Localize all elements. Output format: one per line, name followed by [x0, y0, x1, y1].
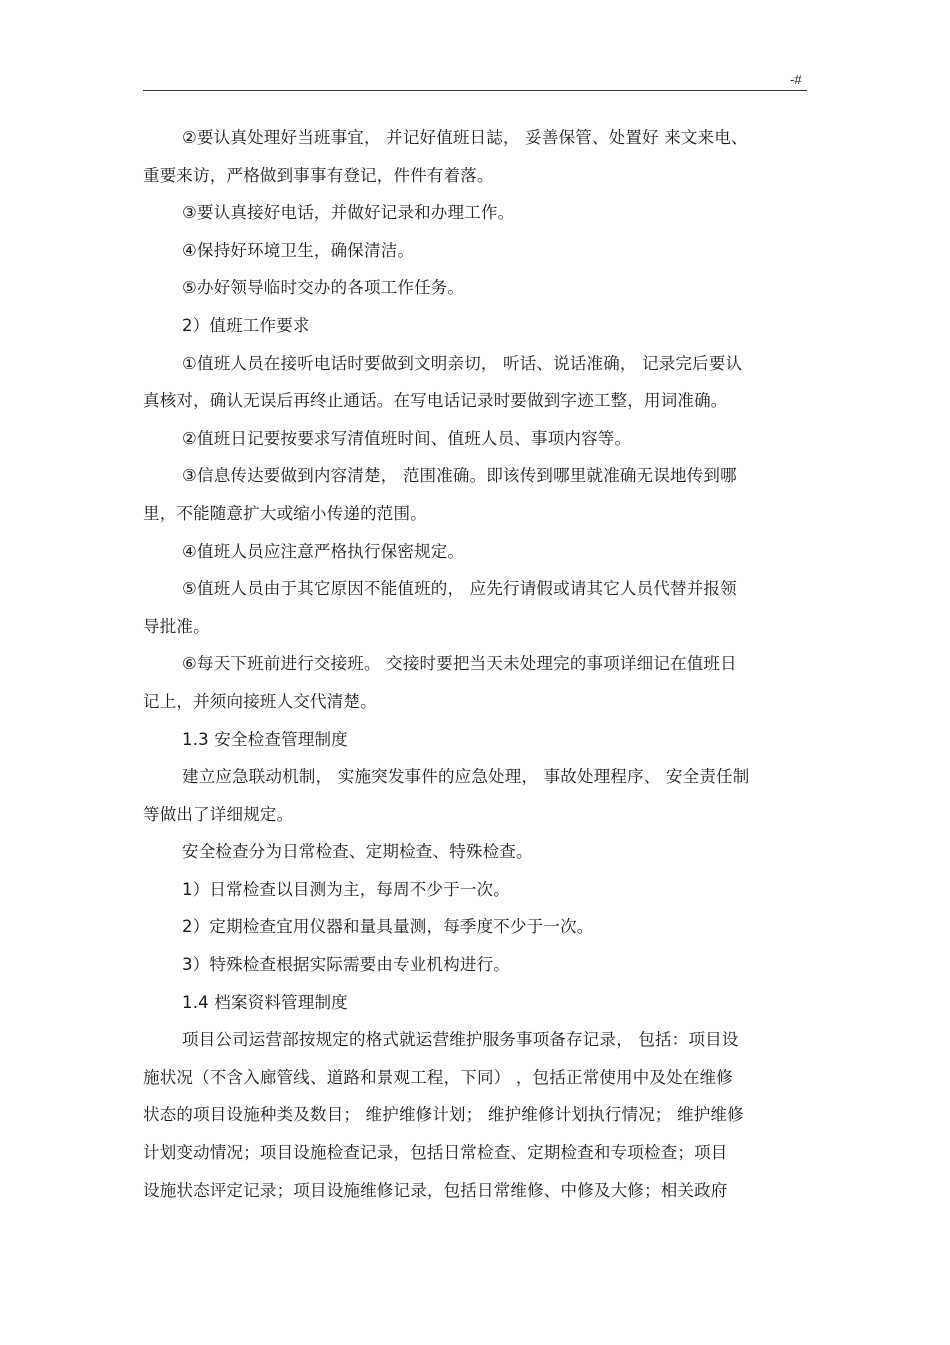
text-line: ⑤值班人员由于其它原因不能值班的， 应先行请假或请其它人员代替并报领: [182, 579, 737, 599]
text-line: ⑥每天下班前进行交接班。 交接时要把当天未处理完的事项详细记在值班日: [182, 654, 737, 674]
list-item: 2）定期检查宜用仪器和量具量测，每季度不少于一次。: [182, 917, 594, 937]
section-heading: 1.3 安全检查管理制度: [182, 729, 348, 749]
text-line: 导批准。: [143, 616, 210, 636]
text-line: ③信息传达要做到内容清楚， 范围准确。即该传到哪里就准确无误地传到哪: [182, 466, 737, 486]
document-body: [143, 119, 807, 1209]
page-number-mark: -#: [790, 72, 802, 87]
list-item: 1）日常检查以目测为主，每周不少于一次。: [182, 879, 510, 899]
text-line: 重要来访，严格做到事事有登记，件件有着落。: [143, 165, 494, 185]
text-line: 安全检查分为日常检查、定期检查、特殊检查。: [182, 842, 533, 862]
section-heading: 1.4 档案资料管理制度: [182, 992, 348, 1012]
text-line: 状态的项目设施种类及数目； 维护维修计划； 维护维修计划执行情况； 维护维修: [143, 1105, 744, 1125]
text-line: ③要认真接好电话，并做好记录和办理工作。: [182, 203, 515, 223]
text-line: 项目公司运营部按规定的格式就运营维护服务事项备存记录， 包括：项目设: [182, 1030, 739, 1050]
header-rule: [143, 90, 807, 91]
text-line: 真核对，确认无误后再终止通话。在写电话记录时要做到字迹工整，用词准确。: [143, 391, 728, 411]
text-line: ④值班人员应注意严格执行保密规定。: [182, 541, 465, 561]
text-line: ②值班日记要按要求写清值班时间、值班人员、事项内容等。: [182, 428, 632, 448]
text-line: 里，不能随意扩大或缩小传递的范围。: [143, 503, 427, 523]
text-line: 记上，并须向接班人交代清楚。: [143, 691, 377, 711]
text-line: 施状况（不含入廊管线、道路和景观工程，下同） ，包括正常使用中及处在维修: [143, 1067, 733, 1087]
list-item: 3）特殊检查根据实际需要由专业机构进行。: [182, 955, 510, 975]
text-line: 等做出了详细规定。: [143, 804, 294, 824]
text-line: ①值班人员在接听电话时要做到文明亲切， 听话、说话准确， 记录完后要认: [182, 353, 743, 373]
text-line: ⑤办好领导临时交办的各项工作任务。: [182, 278, 465, 298]
text-line: 计划变动情况；项目设施检查记录，包括日常检查、定期检查和专项检查；项目: [143, 1143, 728, 1163]
section-subheading: 2）值班工作要求: [182, 315, 310, 335]
text-line: 建立应急联动机制， 实施突发事件的应急处理， 事故处理程序、 安全责任制: [182, 767, 750, 787]
text-line: ④保持好环境卫生，确保清洁。: [182, 240, 415, 260]
text-line: ②要认真处理好当班事宜， 并记好值班日誌， 妥善保管、处置好 来文来电、: [182, 128, 748, 147]
text-line: 设施状态评定记录；项目设施维修记录，包括日常维修、中修及大修；相关政府: [143, 1180, 728, 1200]
